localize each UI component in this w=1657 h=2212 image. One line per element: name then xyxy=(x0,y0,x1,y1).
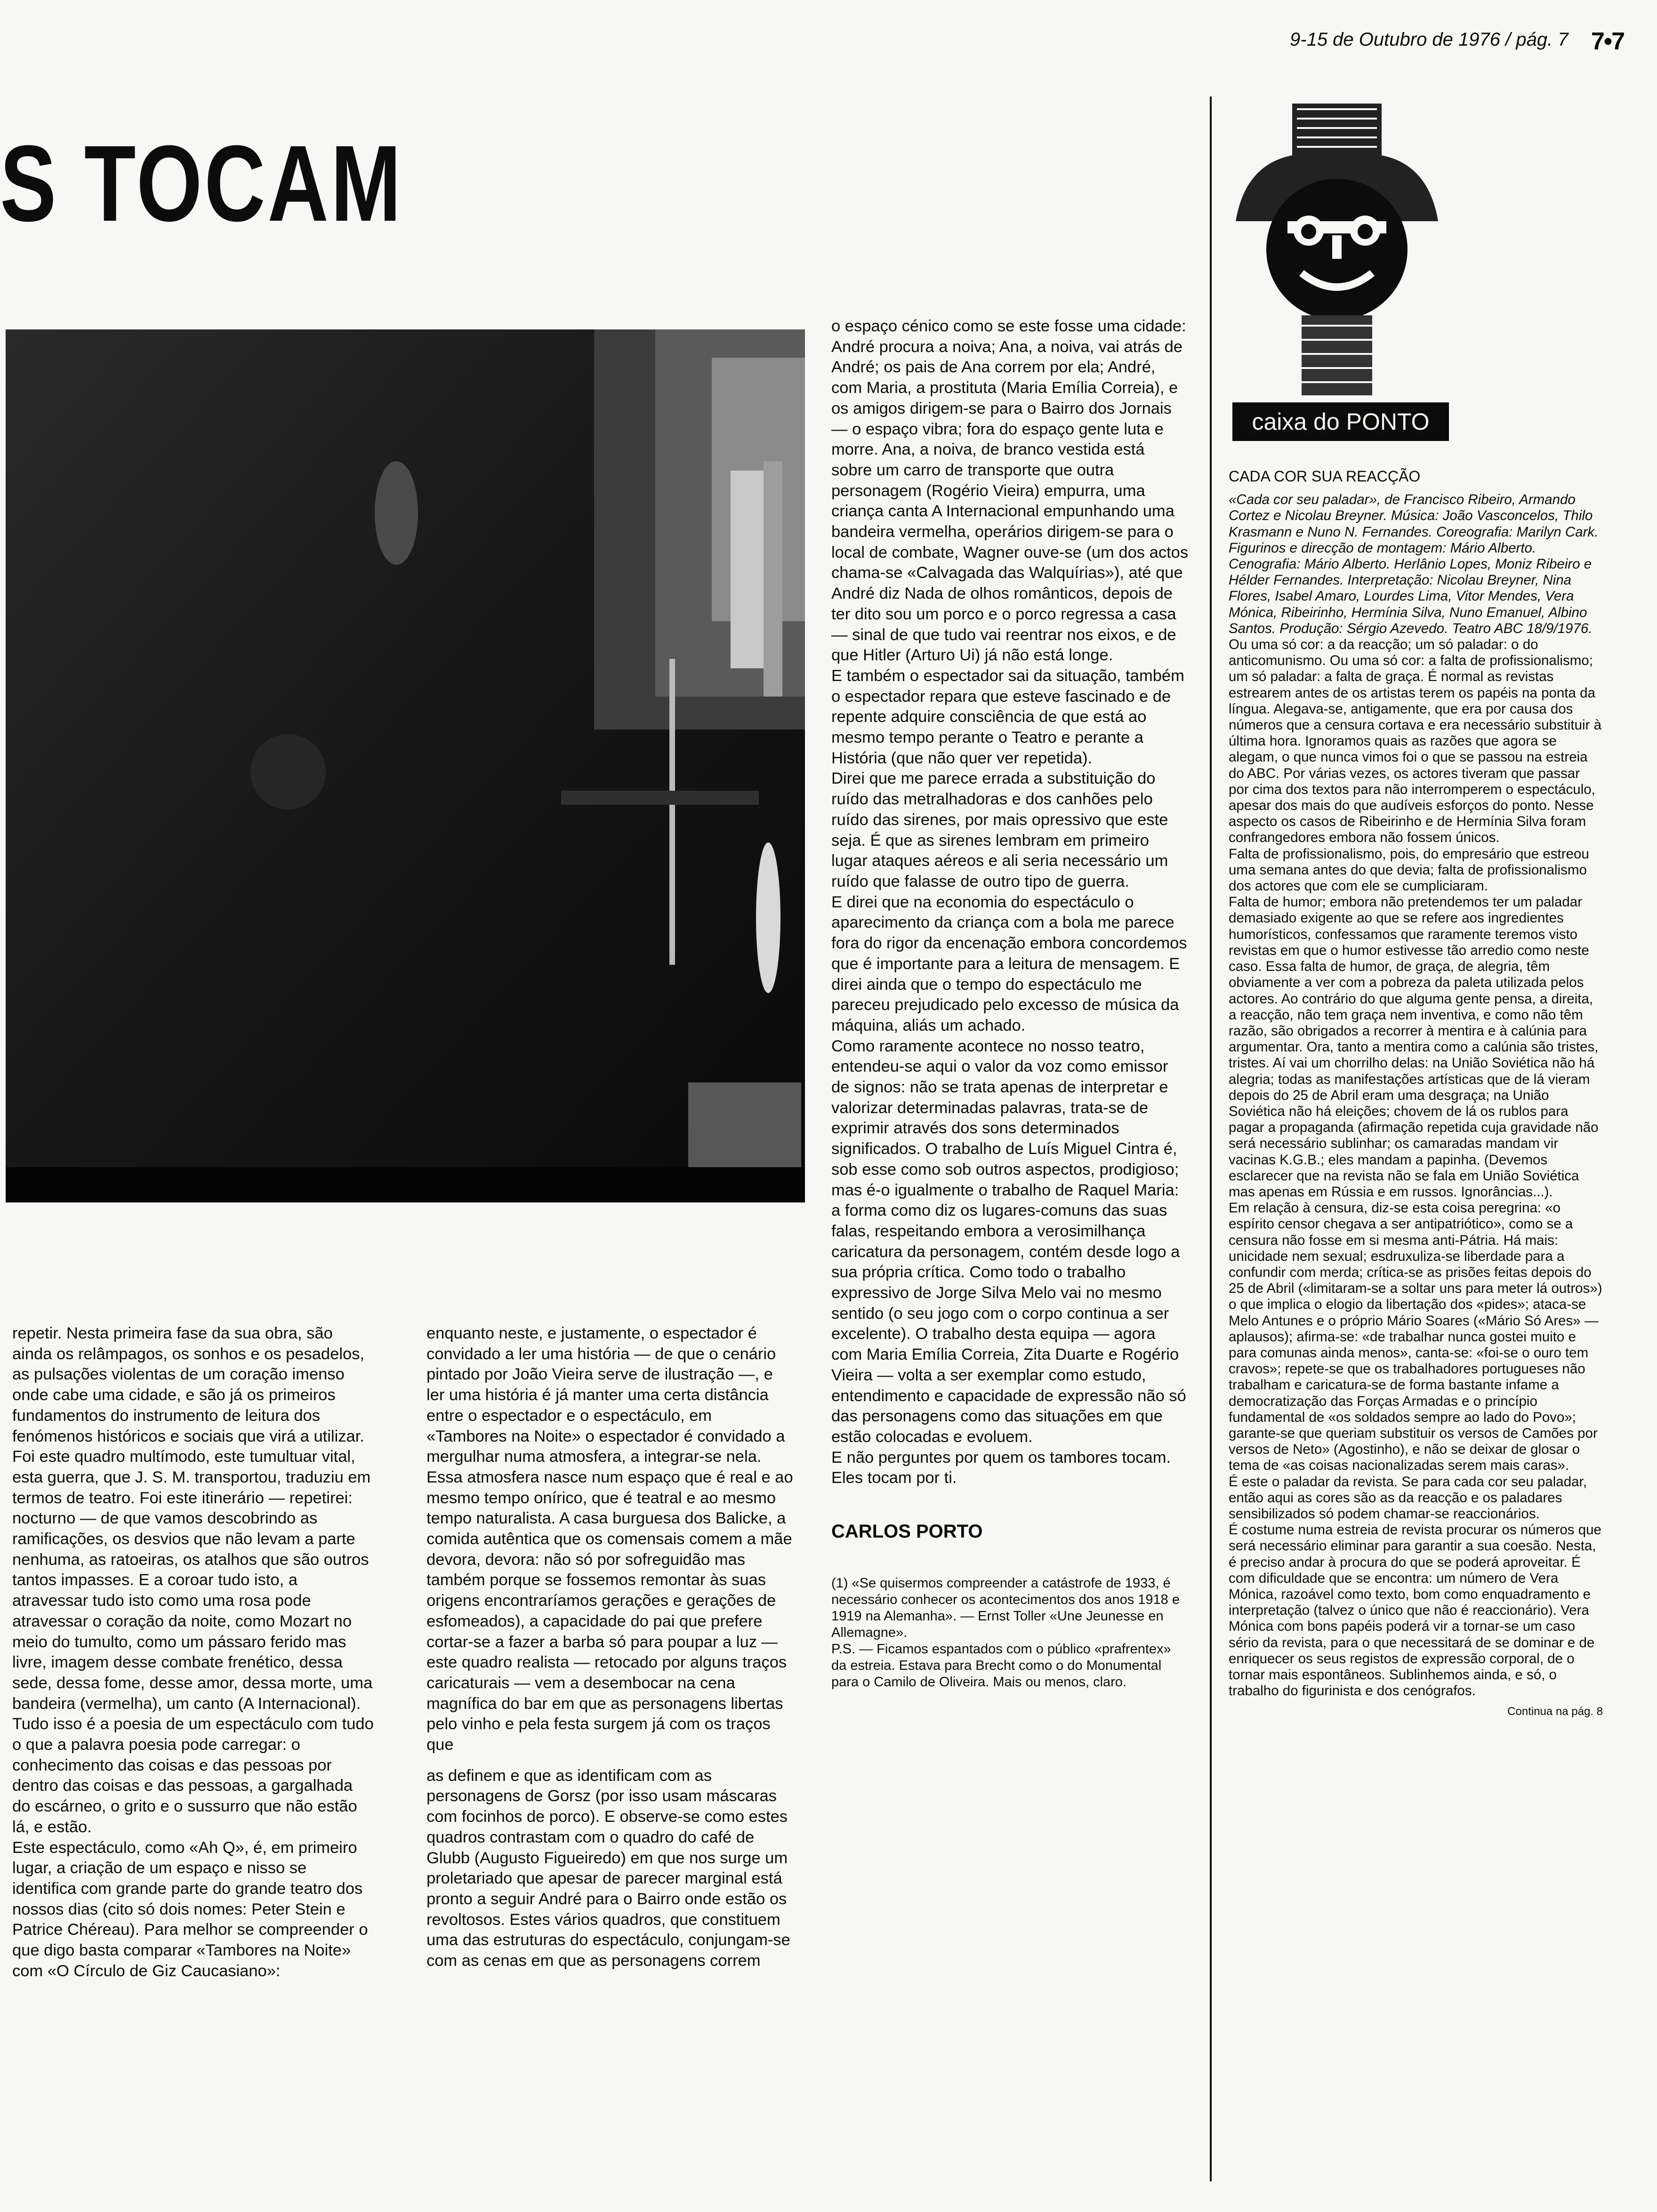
footnote: P.S. — Ficamos espantados com o público «prafrentex» da estreia. Estava para Brecht como o do Monumental para o Camilo de Oliveira. Mais ou menos, claro. xyxy=(831,1641,1171,1690)
paragraph: Como raramente acontece no nosso teatro, entendeu-se aqui o valor da voz como emissor de signos: não se trata apenas de interpretar e valorizar determinadas palavras, trata-se de exprimir através dos sons determinados significados. O trabalho de Luís Miguel Cintra é, sob esse como sob outros aspectos, prodigioso; mas é-o igualmente o trabalho de Raquel Maria: a forma como diz os lugares-comuns das suas falas, respeitando embora a verosimilhança caricatura da personagem, contém desde logo a sua própria crítica. Como todo o trabalho expressivo de Jorge Silva Melo vai no mesmo sentido (o seu jogo com o corpo continua a ser excelente). O trabalho desta equipa — agora com Maria Emília Correia, Zita Duarte e Rogério Vieira — volta a ser exemplar como estudo, entendimento e capacidade de expressão não só das personagens como das situações em que estão colocadas e evoluem. xyxy=(831,1037,1186,1446)
sidebar-paragraph: Falta de humor; embora não pretendemos ter um paladar demasiado exigente ao que se refere aos ingredientes humorísticos, confessamos que raramente teremos visto revistas em que o humor estivesse tão arredio como neste caso. Essa falta de humor, de graça, de alegria, têm obviamente a ver com a pobreza da paleta utilizada pelos actores. Ao contrário do que alguma gente pensa, a direita, a reacção, não tem graça nem inventiva, e como não têm razão, são obrigados a recorrer à mentira e à calúnia para argumentar. Ora, tanto a mentira como a calúnia são tristes, tristes. Aí vai um chorrilho delas: na União Soviética não há alegria; todas as manifestações artísticas que de lá vieram depois do 25 de Abril eram uma desgraça; na União Soviética não há eleições; chovem de lá os rublos para pagar a propaganda (afirmação repetida cuja gravidade não será necessário sublinhar; os camaradas mandam vir vacinas K.G.B.; eles mandam a papinha. (Devemos esclarecer que na revista não se fala em União Soviética mas apenas em Rússia e em russos. Ignorâncias...). xyxy=(1229,894,1599,1200)
sidebar-paragraph: É costume numa estreia de revista procurar os números que será necessário eliminar para garantir a sua coesão. Nesta, é preciso andar à procura do que se poderá aproveitar. É com dificuldade que se encontra: um número de Vera Mónica, razoável como texto, bom como enquadramento e interpretação (talvez o único que não é reaccionário). Vera Mónica com bons papéis poderá vir a tornar-se um caso sério da revista, para o que necessitará de se dominar e de enriquecer os seus registos de expressão corporal, de o tornar mais espontâneos. Sublinhemos ainda, e só, o trabalho do figurinista e dos cenógrafos. xyxy=(1229,1522,1601,1699)
paragraph: Direi que me parece errada a substituição do ruído das metralhadoras e dos canhões pelo ruído das sirenes, por mais opressivo que este seja. É que as sirenes lembram em primeiro lugar ataques aéreos e ali seria necessário um ruído que falasse de outro tipo de guerra. xyxy=(831,769,1168,890)
photo-image xyxy=(6,329,805,1202)
sidebar-title: CADA COR SUA REACÇÃO xyxy=(1229,468,1421,485)
headline: S TOCAM xyxy=(0,123,403,244)
magazine-logo: 7•7 xyxy=(1591,28,1625,55)
footnotes xyxy=(831,1575,1189,1691)
article-column-2 xyxy=(426,1323,794,1972)
sidebar-paragraph: Em relação à censura, diz-se esta coisa peregrina: «o espírito censor chegava a ser antipatriótico», como se a censura não fosse em si mesma anti-Pátria. Há mais: unicidade nem sexual; esdruxuliza-se liberdade para a confundir com merda; crítica-se as prisões feitas depois do 25 de Abril («limitaram-se a soltar uns para meter lá outros») o que implica o elogio da libertação dos «pides»; ataca-se Melo Antunes e o próprio Mário Soares («Mário Só Ares» — aplausos); afirma-se: «de trabalhar nunca gostei muito e para comunas ainda menos», canta-se: «foi-se o ouro tem cravos»; repete-se que os trabalhadores portugueses não trabalham e caricatura-se de forma bastante infame a democratização das Forças Armadas e o princípio fundamental de «os soldados sempre ao lado do Povo»; garante-se que queriam substituir os versos de Camões por versos de Neto» (Agostinho), e não se deixar de glosar o tema de «as coisas nacionalizadas serem mais caras». xyxy=(1229,1200,1602,1474)
sidebar-column xyxy=(1229,468,1603,1720)
sidebar-credits: «Cada cor seu paladar», de Francisco Ribeiro, Armando Cortez e Nicolau Breyner. Música: João Vasconcelos, Thilo Krasmann e Nuno N. Fernandes. Coreografia: Marilyn Cark. Figurinos e direcção de montagem: Mário Alberto. Cenografia: Mário Alberto. Herlânio Lopes, Moniz Ribeiro e Hélder Fernandes. Interpretação: Nicolau Breyner, Nina Flores, Isabel Amaro, Lourdes Lima, Vitor Mendes, Vera Mónica, Ribeirinho, Hermínia Silva, Nuno Emanuel, Albino Santos. Produção: Sérgio Azevedo. Teatro ABC 18/9/1976. xyxy=(1229,492,1599,636)
issue-date-page: 9-15 de Outubro de 1976 / pág. 7 xyxy=(1290,29,1569,50)
sidebar-paragraph: Falta de profissionalismo, pois, do empresário que estreou uma semana antes do que devia; falta de profissionalismo dos actores que com ele se cumpliciaram. xyxy=(1229,846,1589,894)
article-column-3 xyxy=(831,316,1189,1691)
paragraph: as definem e que as identificam com as personagens de Gorsz (por isso usam máscaras com focinhos de porco). E observe-se como estes quadros contrastam com o quadro do café de Glubb (Augusto Figueiredo) em que nos surge um proletariado que apesar de parecer marginal está pronto a seguir André para o Bairro onde estão os revoltosos. Estes vários quadros, que constituem uma das estruturas do espectáculo, conjungam-se com as cenas em que as personagens correm xyxy=(426,1766,790,1970)
sidebar-badge: caixa do PONTO xyxy=(1232,402,1449,441)
paragraph: Foi este quadro multímodo, este tumultuar vital, esta guerra, que J. S. M. transportou, traduziu em termos de teatro. Foi este itinerário — repetirei: nocturno — de que vamos descobrindo as ramificações, os desvios que não levam a parte nenhuma, as ratoeiras, os atalhos que são outros tantos impasses. E a coroar tudo isto, a atravessar tudo isto como uma rosa pode atravessar o coração da noite, como Mozart no meio do tumulto, como um pássaro ferido mas livre, imagem desse combate frenético, dessa sede, dessa fome, desse amor, dessa morte, uma bandeira (vermelha), um canto (A Internacional). Tudo isso é a poesia de um espectáculo com tudo o que a palavra poesia pode carregar: o conhecimento das coisas e das pessoas por dentro das coisas e das pessoas, a gargalhada do escárneo, o grito e o sussurro que não estão lá, e estão. xyxy=(12,1448,374,1836)
paragraph: E não perguntes por quem os tambores tocam. Eles tocam por ti. xyxy=(831,1448,1171,1487)
article-column-1 xyxy=(12,1323,375,1982)
ponto-mascot-icon xyxy=(1231,94,1443,400)
stage-photograph xyxy=(6,329,805,1202)
paragraph: E direi que na economia do espectáculo o aparecimento da criança com a bola me parece fora do rigor da encenação embora concordemos que é importante para a leitura de mensagem. E direi ainda que o tempo do espectáculo me pareceu prejudicado pelo excesso de música da máquina, aliás um achado. xyxy=(831,893,1187,1034)
paragraph: enquanto neste, e justamente, o espectador é convidado a ler uma história — de que o cenário pintado por João Vieira serve de ilustração —, e ler uma história é já manter uma certa distância entre o espectador e o espectáculo, em «Tambores na Noite» o espectador é convidado a mergulhar numa atmosfera, a integrar-se nela. Essa atmosfera nasce num espaço que é real e ao mesmo tempo onírico, que é teatral e ao mesmo tempo naturalista. A casa burguesa dos Balicke, a comida autêntica que os comensais comem a mãe devora, devora: não só por sofreguidão mas também porque se fossemos remontar às suas origens encontraríamos gerações e gerações de esfomeados), a capacidade do pai que prefere cortar-se a fazer a barba só para poupar a luz — este quadro realista — retocado por alguns traços caricaturais — vem a desembocar na cena magnífica do bar em que as personagens libertas pelo vinho e pela festa surgem já com os traços que xyxy=(426,1324,793,1754)
paragraph: E também o espectador sai da situação, também o espectador repara que esteve fascinado e de repente adquire consciência de que está ao mesmo tempo perante o Teatro e perante a História (que não quer ver repetida). xyxy=(831,666,1184,767)
sidebar-paragraph: Ou uma só cor: a da reacção; um só paladar: o do anticomunismo. Ou uma só cor: a falta de profissionalismo; um só paladar: a falta de graça. É normal as revistas estrearem antes de os artistas terem os papéis na ponta da língua. Alegava-se, antigamente, que era por causa dos números que a censura cortava e era necessário substituir à última hora. Ignoramos quais as razões que agora se alegam, o que nunca vimos foi o que se passou na estreia do ABC. Por várias vezes, os actores tiveram que passar por cima dos textos para não interromperem o espectáculo, apesar dos mais do que audíveis esforços do ponto. Nesse aspecto os casos de Ribeirinho e de Hermínia Silva foram confrangedores embora não fossem únicos. xyxy=(1229,637,1602,846)
footnote: (1) «Se quisermos compreender a catástrofe de 1933, é necessário conhecer os acontecimentos dos anos 1918 e 1919 na Alemanha». — Ernst Toller «Une Jeunesse en Allemagne». xyxy=(831,1575,1180,1640)
sidebar-divider xyxy=(1210,96,1212,2181)
paragraph: Este espectáculo, como «Ah Q», é, em primeiro lugar, a criação de um espaço e nisso se identifica com grande parte do grande teatro dos nossos dias (cito só dois nomes: Peter Stein e Patrice Chéreau). Para melhor se compreender o que digo basta comparar «Tambores na Noite» com «O Círculo de Giz Caucasiano»: xyxy=(12,1838,368,1980)
sidebar-paragraph: É este o paladar da revista. Se para cada cor seu paladar, então aqui as cores são as da reacção e os paladares sensibilizados só podem chamar-se reaccionários. xyxy=(1229,1474,1587,1522)
paragraph: o espaço cénico como se este fosse uma cidade: André procura a noiva; Ana, a noiva, vai atrás de André; os pais de Ana correm por ela; André, com Maria, a prostituta (Maria Emília Correia), e os amigos dirigem-se para o Bairro dos Jornais — o espaço vibra; fora do espaço gente luta e morre. Ana, a noiva, de branco vestida está sobre um carro de transporte que outra personagem (Rogério Vieira) empurra, uma criança canta A Internacional empunhando uma bandeira vermelha, operários dirigem-se para o local de combate, Wagner ouve-se (um dos actos chama-se «Calvagada das Walquírias»), até que André diz Nada de olhos românticos, depois de ter dito sou um porco e o porco regressa a casa — sinal de que tudo vai reentrar nos eixos, e de que Hitler (Arturo Ui) já não está longe. xyxy=(831,317,1189,665)
paragraph: repetir. Nesta primeira fase da sua obra, são ainda os relâmpagos, os sonhos e os pesadelos, as pulsações violentas de um coração imenso onde cabe uma cidade, e são já os primeiros fundamentos do instrumento de leitura dos fenómenos históricos e sociais que virá a utilizar. xyxy=(12,1324,364,1445)
continued-note: Continua na pág. 8 xyxy=(1507,1705,1603,1718)
author-signature: CARLOS PORTO xyxy=(831,1521,983,1542)
